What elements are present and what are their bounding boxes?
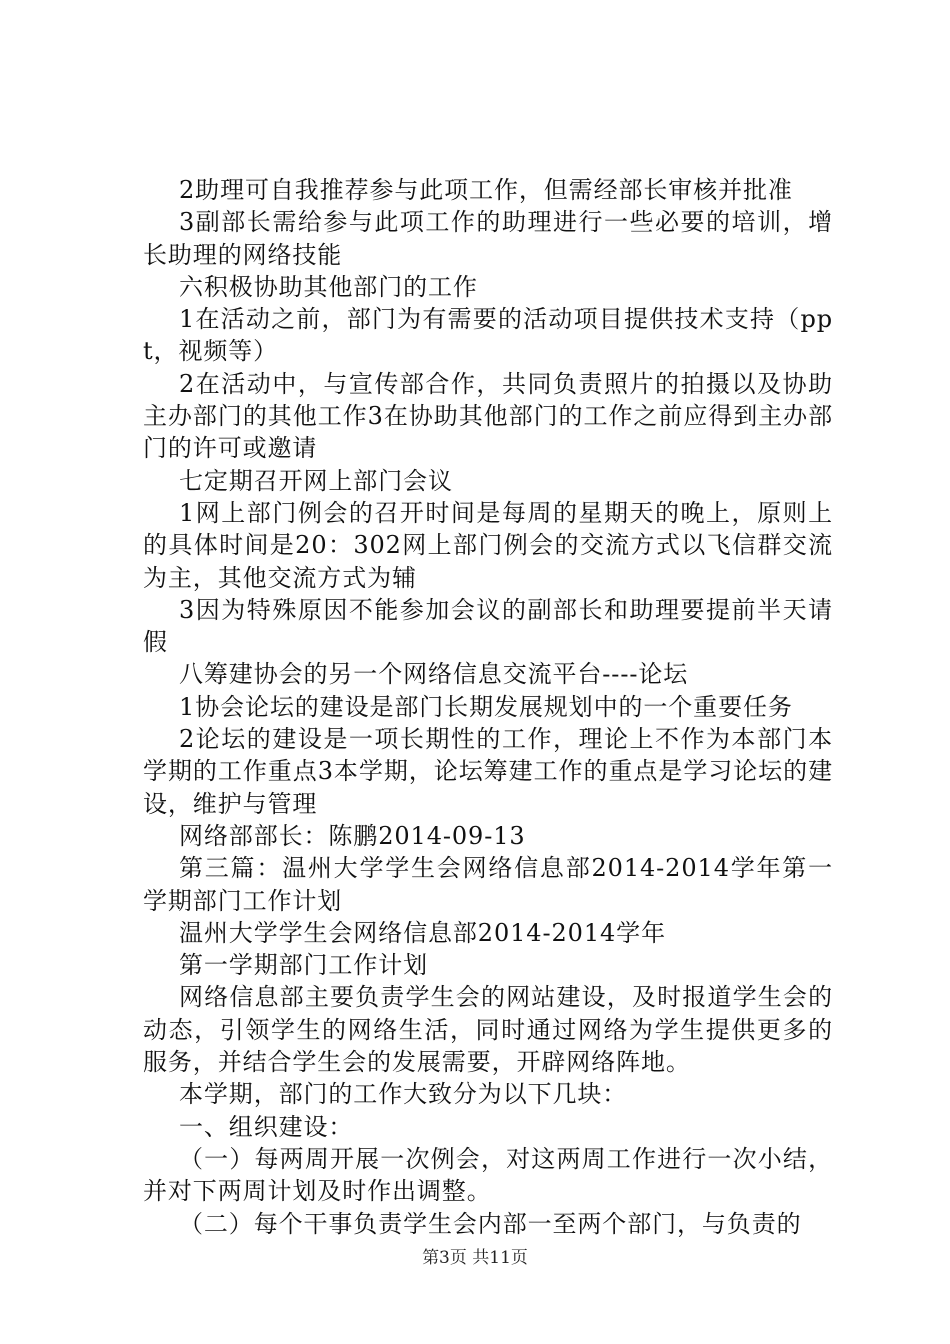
paragraph: 2在活动中，与宣传部合作，共同负责照片的拍摄以及协助主办部门的其他工作3在协助其他部门的工作之前应得到主办部门的许可或邀请	[143, 369, 833, 463]
paragraph: 1协会论坛的建设是部门长期发展规划中的一个重要任务	[179, 692, 793, 721]
paragraph: 3因为特殊原因不能参加会议的副部长和助理要提前半天请假	[143, 595, 833, 657]
page-number: 第3页 共11页	[422, 1248, 528, 1268]
document-title: 温州大学学生会网络信息部2014-2014学年	[179, 918, 666, 947]
paragraph: 2助理可自我推荐参与此项工作，但需经部长审核并批准	[179, 176, 793, 204]
document-body	[143, 174, 833, 1240]
paragraph: 网络信息部主要负责学生会的网站建设，及时报道学生会的动态，引领学生的网络生活，同时通过网络为学生提供更多的服务，并结合学生会的发展需要，开辟网络阵地。	[143, 983, 833, 1077]
paragraph: 3副部长需给参与此项工作的助理进行一些必要的培训，增长助理的网络技能	[143, 208, 833, 269]
section-heading: 六积极协助其他部门的工作	[179, 272, 478, 301]
document-subtitle: 第一学期部门工作计划	[179, 951, 428, 980]
paragraph: 1网上部门例会的召开时间是每周的星期天的晚上，原则上的具体时间是20：302网上部门例会的交流方式以飞信群交流为主，其他交流方式为辅	[143, 498, 833, 592]
paragraph: （二）每个干事负责学生会内部一至两个部门，与负责的	[179, 1209, 802, 1238]
section-heading: 一、组织建设：	[179, 1112, 354, 1141]
paragraph: 1在活动之前，部门为有需要的活动项目提供技术支持（ppt，视频等）	[143, 305, 833, 366]
signature-line: 网络部部长：陈鹏2014-09-13	[179, 821, 526, 850]
paragraph: 本学期，部门的工作大致分为以下几块：	[179, 1080, 628, 1109]
section-heading: 八筹建协会的另一个网络信息交流平台----论坛	[179, 660, 689, 689]
paragraph: （一）每两周开展一次例会，对这两周工作进行一次小结，并对下两周计划及时作出调整。	[143, 1144, 833, 1206]
paragraph: 2论坛的建设是一项长期性的工作，理论上不作为本部门本学期的工作重点3本学期，论坛筹建工作的重点是学习论坛的建设，维护与管理	[143, 725, 833, 818]
chapter-title: 第三篇：温州大学学生会网络信息部2014-2014学年第一学期部门工作计划	[143, 854, 833, 915]
section-heading: 七定期召开网上部门会议	[179, 466, 453, 495]
